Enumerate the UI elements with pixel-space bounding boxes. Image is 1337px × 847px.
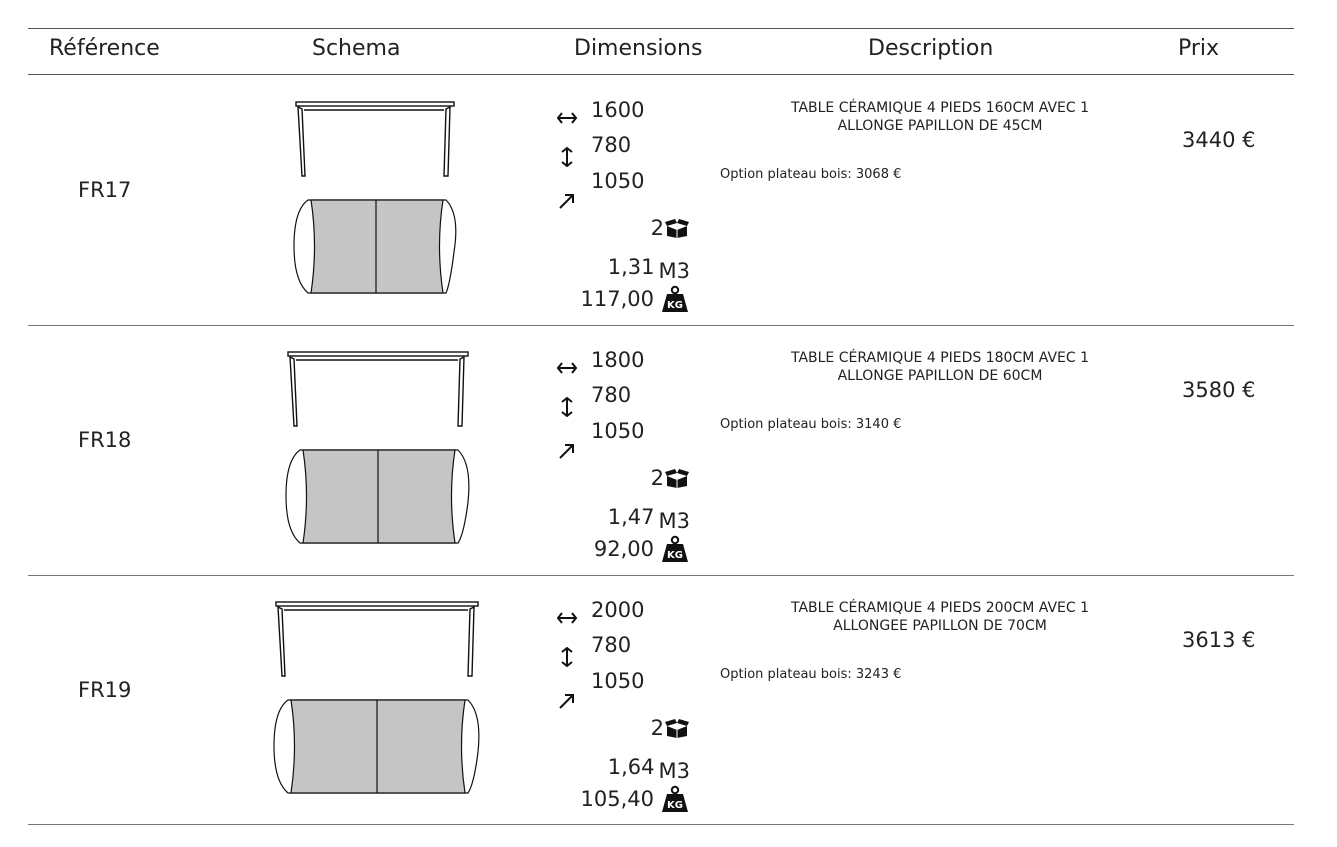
table-side-view [296,102,454,176]
reference-cell: FR19 [78,678,132,702]
table-side-view [276,602,478,676]
table-top-view [286,450,469,543]
price-cell: 3613 € [1182,628,1256,652]
wood-top-option: Option plateau bois: 3243 € [720,667,902,682]
packages-value: 2 [650,466,664,490]
width-arrows-icon [556,107,578,129]
open-box-icon [664,217,690,239]
width-value: 2000 [591,598,645,622]
price-cell: 3440 € [1182,128,1256,152]
dimensions-cell [548,576,708,826]
volume-line [607,504,690,533]
description-title [720,599,1160,635]
packages-line [651,215,690,240]
table-schema-drawing [268,326,498,576]
weight-value: 117,00 [580,287,654,311]
width-value: 1600 [591,98,645,122]
dimensions-cell [548,76,708,326]
description-cell [720,99,1160,182]
volume-unit: M3 [658,759,690,783]
depth-arrows-icon [556,396,578,418]
table-schema-svg [268,326,498,576]
weight-value: 92,00 [593,537,654,561]
wood-top-option: Option plateau bois: 3140 € [720,417,902,432]
depth-value: 780 [591,133,632,157]
packages-value: 2 [650,216,664,240]
description-title [720,349,1160,385]
volume-line [607,754,690,783]
svg-text:KG: KG [667,800,683,811]
height-arrow-icon [556,190,578,212]
header-description: Description [868,36,994,61]
open-box-icon [664,717,690,739]
packages-value: 2 [650,716,664,740]
volume-unit: M3 [658,509,690,533]
open-box-icon [664,467,690,489]
price-cell: 3580 € [1182,378,1256,402]
width-arrows-icon [556,607,578,629]
description-line-2: ALLONGE PAPILLON DE 45CM [837,118,1043,134]
header-dimensions: Dimensions [574,36,703,61]
weight-kg-icon [660,285,690,313]
description-title [720,99,1160,135]
depth-arrows-icon [556,146,578,168]
description-line-2: ALLONGE PAPILLON DE 60CM [837,368,1043,384]
depth-value: 780 [591,383,632,407]
dimensions-cell [548,326,708,576]
header-bottom-rule [28,74,1294,75]
height-arrow-icon [556,440,578,462]
table-schema-svg [268,576,498,826]
volume-line [607,254,690,283]
description-line-1: TABLE CÉRAMIQUE 4 PIEDS 200CM AVEC 1 [790,600,1090,616]
svg-text:KG: KG [667,300,683,311]
table-schema-drawing [268,76,498,326]
description-line-1: TABLE CÉRAMIQUE 4 PIEDS 180CM AVEC 1 [790,350,1090,366]
table-row [0,576,1337,826]
width-value: 1800 [591,348,645,372]
weight-value: 105,40 [580,787,654,811]
volume-unit: M3 [658,259,690,283]
table-top-view [274,700,479,793]
weight-kg-icon [660,535,690,563]
weight-line [581,785,690,813]
packages-line [651,465,690,490]
volume-value: 1,47 [607,505,655,529]
table-schema-drawing [268,576,498,826]
header-reference: Référence [49,36,160,61]
table-side-view [288,352,468,426]
width-arrows-icon [556,357,578,379]
depth-value: 780 [591,633,632,657]
svg-text:KG: KG [667,550,683,561]
description-line-1: TABLE CÉRAMIQUE 4 PIEDS 160CM AVEC 1 [790,100,1090,116]
reference-cell: FR18 [78,428,132,452]
table-schema-svg [268,76,498,326]
depth-arrows-icon [556,646,578,668]
height-value: 1050 [591,669,645,693]
weight-kg-icon [660,785,690,813]
reference-cell: FR17 [78,178,132,202]
description-line-2: ALLONGEE PAPILLON DE 70CM [833,618,1047,634]
weight-line [581,285,690,313]
volume-value: 1,31 [607,255,655,279]
header-top-rule [28,28,1294,29]
packages-line [651,715,690,740]
header-price: Prix [1178,36,1220,61]
table-row [0,326,1337,576]
description-cell [720,599,1160,682]
height-value: 1050 [591,169,645,193]
height-value: 1050 [591,419,645,443]
table-top-view [294,200,456,293]
wood-top-option: Option plateau bois: 3068 € [720,167,902,182]
description-cell [720,349,1160,432]
volume-value: 1,64 [607,755,655,779]
table-row [0,76,1337,326]
height-arrow-icon [556,690,578,712]
row-divider [28,824,1294,825]
weight-line [594,535,690,563]
header-schema: Schema [312,36,401,61]
